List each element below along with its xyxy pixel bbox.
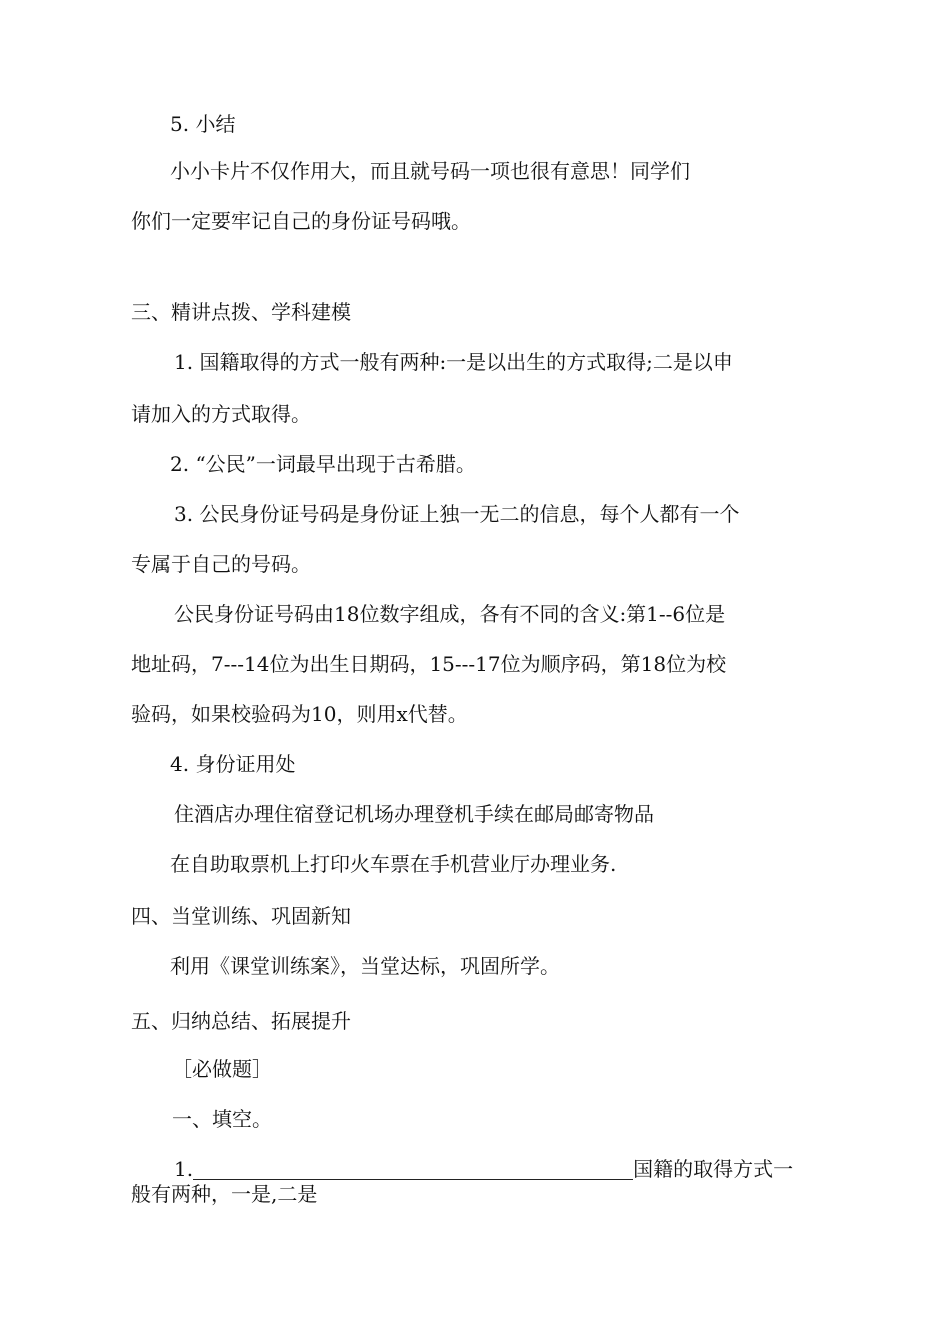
question-1-line-2: 般有两种，一是,二是 [131, 1182, 318, 1206]
required-label: ［必做题］ [172, 1057, 272, 1081]
point-4-heading: 4. 身份证用处 [170, 752, 296, 776]
point-4-line-2: 在自助取票机上打印火车票在手机营业厅办理业务. [170, 852, 617, 876]
question-1-number: 1. [174, 1157, 194, 1181]
point-1-line-2: 请加入的方式取得。 [131, 402, 311, 426]
id-number-line-3: 验码，如果校验码为10，则用x代替。 [131, 702, 468, 726]
question-1-text: 国籍的取得方式一 [633, 1157, 794, 1181]
summary-heading: 5. 小结 [170, 112, 236, 136]
section-4-text: 利用《课堂训练案》，当堂达标，巩固所学。 [170, 954, 560, 978]
section-4-heading: 四、当堂训练、巩固新知 [131, 904, 351, 928]
question-1-answer-blank[interactable] [193, 1159, 633, 1180]
summary-text-line-1: 小小卡片不仅作用大，而且就号码一项也很有意思！同学们 [170, 159, 690, 183]
section-5-heading: 五、归纳总结、拓展提升 [131, 1009, 351, 1033]
section-3-heading: 三、精讲点拨、学科建模 [131, 300, 351, 324]
id-number-line-2: 地址码，7---14位为出生日期码，15---17位为顺序码，第18位为校 [131, 652, 727, 676]
point-4-line-1: 住酒店办理住宿登记机场办理登机手续在邮局邮寄物品 [174, 802, 654, 826]
summary-text-line-2: 你们一定要牢记自己的身份证号码哦。 [131, 209, 471, 233]
point-3-line-2: 专属于自己的号码。 [131, 552, 311, 576]
id-number-line-1: 公民身份证号码由18位数字组成，各有不同的含义:第1--6位是 [174, 602, 726, 626]
point-3-line-1: 3. 公民身份证号码是身份证上独一无二的信息，每个人都有一个 [174, 502, 740, 526]
point-2: 2. “公民”一词最早出现于古希腊。 [170, 452, 476, 476]
fill-in-heading: 一、填空。 [172, 1107, 272, 1131]
question-1-line-1 [174, 1156, 793, 1182]
point-1-line-1: 1. 国籍取得的方式一般有两种:一是以出生的方式取得;二是以申 [174, 350, 733, 374]
